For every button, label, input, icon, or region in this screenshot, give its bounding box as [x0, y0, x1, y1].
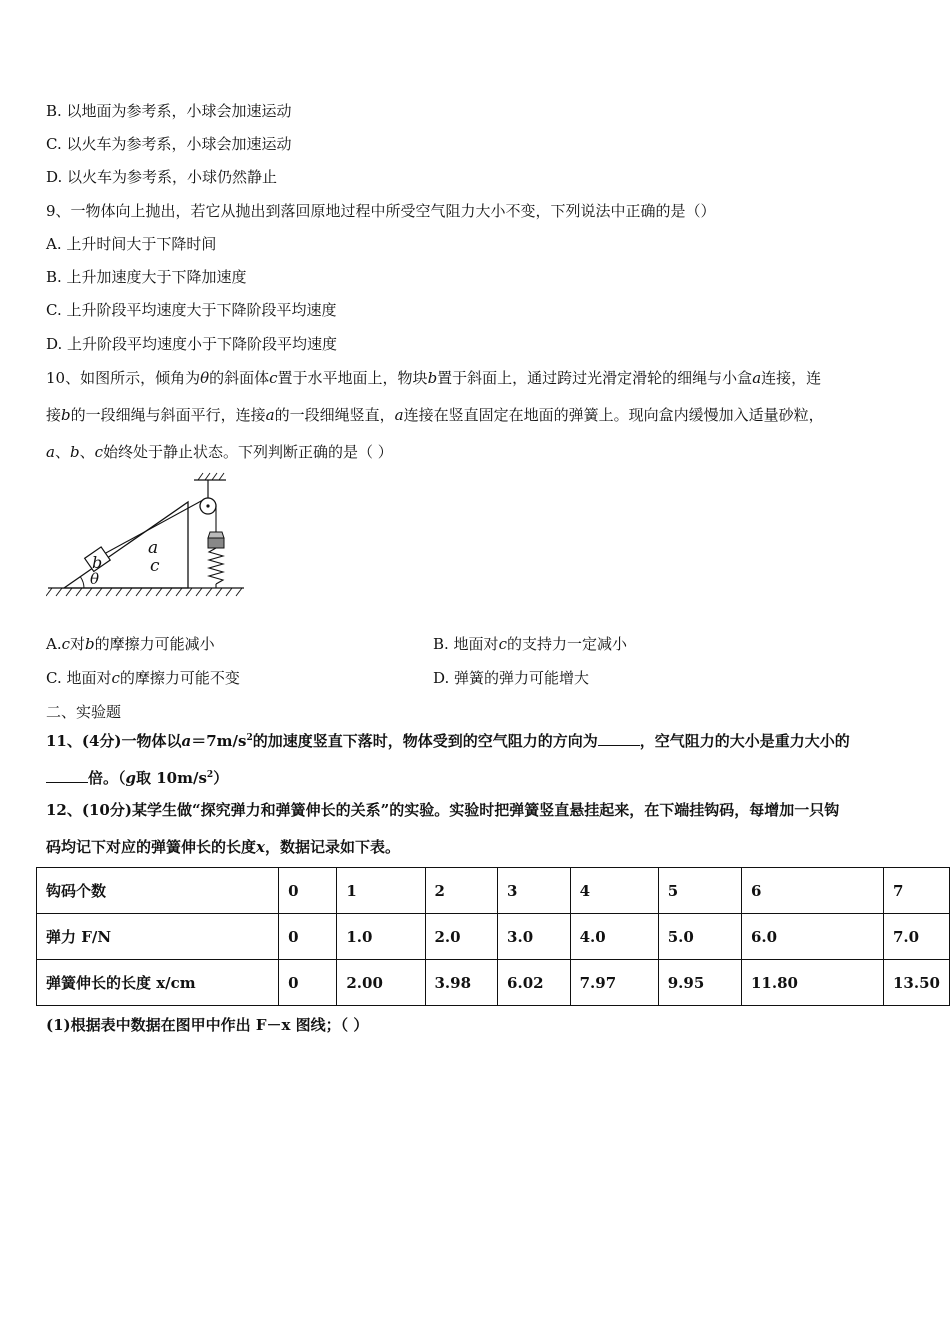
- table-cell: 11.80: [741, 960, 883, 1006]
- q10-stem-line3: a、b、c始终处于静止状态。下列判断正确的是（ ）: [46, 443, 393, 461]
- q9-option-a: A. 上升时间大于下降时间: [46, 235, 217, 253]
- table-row-count: [37, 868, 950, 914]
- table-cell: 0: [279, 868, 337, 914]
- table-cell: 6.0: [741, 914, 883, 960]
- figure-label-c: c: [150, 556, 160, 576]
- q8-option-c: C. 以火车为参考系，小球会加速运动: [46, 135, 292, 153]
- table-cell: 9.95: [658, 960, 741, 1006]
- q8-option-b: B. 以地面为参考系，小球会加速运动: [46, 102, 292, 120]
- q12-line1: 12、(10分)某学生做“探究弹力和弹簧伸长的关系”的实验。实验时把弹簧竖直悬挂起来，在下端挂钩码，每增加一只钩: [46, 801, 840, 819]
- answer-blank-2[interactable]: [46, 768, 88, 783]
- q11-line2: 倍。（g取 $10m/s^2$）: [46, 765, 228, 788]
- table-row-extension: [37, 960, 950, 1006]
- table-cell: 1.0: [337, 914, 425, 960]
- q9-option-b: B. 上升加速度大于下降加速度: [46, 268, 247, 286]
- q9-option-d: D. 上升阶段平均速度小于下降阶段平均速度: [46, 335, 338, 353]
- figure-label-b: b: [92, 553, 103, 572]
- q11-line1: 11、(4分)一物体以$a=7m/s^2$的加速度竖直下落时，物体受到的空气阻力的方向为 ，空气阻力的大小是重力大小的: [46, 732, 850, 750]
- q9-option-c: C. 上升阶段平均速度大于下降阶段平均速度: [46, 301, 337, 319]
- table-cell: 2.0: [425, 914, 498, 960]
- row-label: 弹力 F/N: [37, 914, 279, 960]
- table-cell: 2.00: [337, 960, 425, 1006]
- table-row-force: [37, 914, 950, 960]
- row-label: 钩码个数: [37, 868, 279, 914]
- table-cell: 5.0: [658, 914, 741, 960]
- table-cell: 6: [741, 868, 883, 914]
- answer-blank-1[interactable]: [598, 731, 640, 746]
- q12-sub-question-1: (1)根据表中数据在图甲中作出 F－x 图线；（ ）: [46, 1016, 369, 1034]
- q10-option-d: D. 弹簧的弹力可能增大: [433, 669, 590, 687]
- table-cell: 3.98: [425, 960, 498, 1006]
- table-cell: 0: [279, 914, 337, 960]
- figure-label-a: a: [148, 538, 159, 558]
- table-cell: 6.02: [498, 960, 571, 1006]
- table-cell: 1: [337, 868, 425, 914]
- incline-pulley-figure: [46, 472, 246, 600]
- table-cell: 13.50: [883, 960, 949, 1006]
- q10-option-a: A.c对b的摩擦力可能减小: [46, 635, 215, 653]
- figure-label-theta: θ: [90, 570, 100, 588]
- section-heading: 二、实验题: [46, 703, 122, 721]
- q10-stem-line1: 10、如图所示，倾角为θ的斜面体c置于水平地面上，物块b置于斜面上，通过跨过光滑定滑轮的细绳与小盒a连接，连: [46, 369, 822, 387]
- spring-data-table: [36, 867, 950, 1006]
- table-cell: 0: [279, 960, 337, 1006]
- q8-option-d: D. 以火车为参考系，小球仍然静止: [46, 168, 278, 186]
- table-cell: 4: [570, 868, 658, 914]
- table-cell: 2: [425, 868, 498, 914]
- q10-option-c: C. 地面对c的摩擦力可能不变: [46, 669, 240, 687]
- table-cell: 5: [658, 868, 741, 914]
- table-cell: 7.0: [883, 914, 949, 960]
- table-cell: 7.97: [570, 960, 658, 1006]
- q9-stem: 9、一物体向上抛出，若它从抛出到落回原地过程中所受空气阻力大小不变，下列说法中正确的是（）: [46, 202, 716, 220]
- table-cell: 3: [498, 868, 571, 914]
- row-label: 弹簧伸长的长度 x/cm: [37, 960, 279, 1006]
- q12-line2: 码均记下对应的弹簧伸长的长度x，数据记录如下表。: [46, 838, 400, 856]
- table-cell: 4.0: [570, 914, 658, 960]
- table-cell: 7: [883, 868, 949, 914]
- table-cell: 3.0: [498, 914, 571, 960]
- q10-stem-line2: 接b的一段细绳与斜面平行，连接a的一段细绳竖直，a连接在竖直固定在地面的弹簧上。现向盒内缓慢加入适量砂粒，: [46, 406, 824, 424]
- q10-option-b: B. 地面对c的支持力一定减小: [433, 635, 627, 653]
